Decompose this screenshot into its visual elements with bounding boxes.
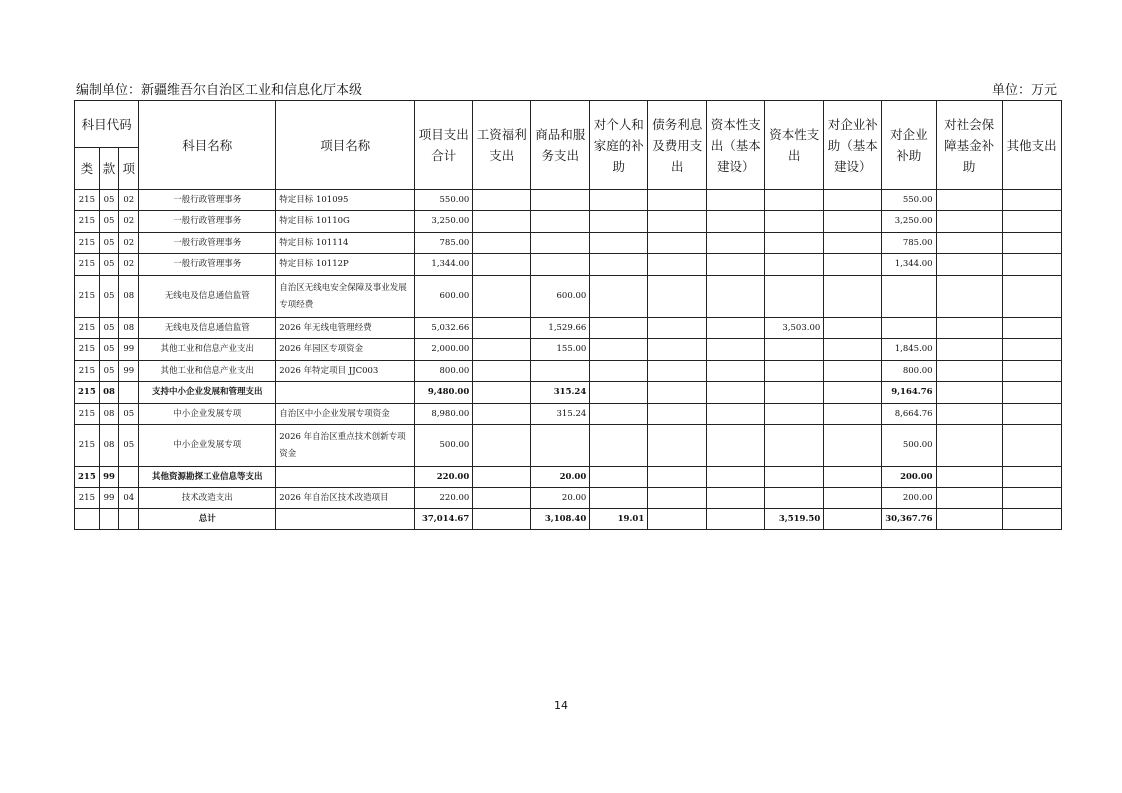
subject-cell: 中小企业发展专项 xyxy=(139,404,276,425)
other-cell xyxy=(1002,425,1061,467)
goods-cell xyxy=(531,425,590,467)
goods-cell: 1,529.66 xyxy=(531,318,590,339)
capital-cell xyxy=(765,467,824,488)
subject-cell: 其他工业和信息产业支出 xyxy=(139,339,276,361)
header-enterprise: 对企业补助 xyxy=(882,101,936,190)
header-debt: 债务利息及费用支出 xyxy=(648,101,707,190)
debt-cell xyxy=(648,382,707,404)
enterprise-cell: 200.00 xyxy=(882,488,936,509)
other-cell xyxy=(1002,467,1061,488)
debt-cell xyxy=(648,488,707,509)
compiling-unit: 编制单位：新疆维吾尔自治区工业和信息化厅本级 xyxy=(76,83,363,98)
goods-cell xyxy=(531,233,590,254)
xiang-cell xyxy=(119,467,139,488)
lei-cell: 215 xyxy=(75,361,100,382)
other-cell xyxy=(1002,318,1061,339)
xiang-cell: 05 xyxy=(119,425,139,467)
goods-cell: 3,108.40 xyxy=(531,509,590,530)
social-cell xyxy=(936,190,1002,211)
table-row xyxy=(75,190,1062,211)
other-cell xyxy=(1002,382,1061,404)
kuan-cell: 05 xyxy=(99,254,119,276)
lei-cell: 215 xyxy=(75,190,100,211)
enterprise-construction-cell xyxy=(824,382,882,404)
capital-cell xyxy=(765,404,824,425)
lei-cell: 215 xyxy=(75,254,100,276)
enterprise-construction-cell xyxy=(824,509,882,530)
capital-cell: 3,503.00 xyxy=(765,318,824,339)
total-cell: 220.00 xyxy=(415,488,473,509)
total-cell: 5,032.66 xyxy=(415,318,473,339)
wage-cell xyxy=(473,361,531,382)
enterprise-construction-cell xyxy=(824,488,882,509)
project-cell: 自治区无线电安全保障及事业发展专项经费 xyxy=(276,276,415,318)
lei-cell xyxy=(75,509,100,530)
project-expenditure-table xyxy=(74,100,1062,530)
subject-cell: 一般行政管理事务 xyxy=(139,190,276,211)
enterprise-construction-cell xyxy=(824,233,882,254)
capital-construction-cell xyxy=(707,404,765,425)
wage-cell xyxy=(473,382,531,404)
table-row xyxy=(75,488,1062,509)
other-cell xyxy=(1002,233,1061,254)
debt-cell xyxy=(648,509,707,530)
social-cell xyxy=(936,233,1002,254)
total-cell: 785.00 xyxy=(415,233,473,254)
total-cell: 800.00 xyxy=(415,361,473,382)
subject-cell: 一般行政管理事务 xyxy=(139,211,276,233)
table-row xyxy=(75,425,1062,467)
lei-cell: 215 xyxy=(75,488,100,509)
subject-cell: 一般行政管理事务 xyxy=(139,254,276,276)
enterprise-cell: 1,344.00 xyxy=(882,254,936,276)
xiang-cell xyxy=(119,382,139,404)
enterprise-cell: 800.00 xyxy=(882,361,936,382)
total-cell: 8,980.00 xyxy=(415,404,473,425)
subject-cell: 中小企业发展专项 xyxy=(139,425,276,467)
total-cell: 1,344.00 xyxy=(415,254,473,276)
debt-cell xyxy=(648,276,707,318)
table-row xyxy=(75,509,1062,530)
xiang-cell: 02 xyxy=(119,233,139,254)
enterprise-construction-cell xyxy=(824,425,882,467)
goods-cell xyxy=(531,190,590,211)
header-capital-construction: 资本性支出（基本建设） xyxy=(707,101,765,190)
enterprise-cell xyxy=(882,318,936,339)
enterprise-cell xyxy=(882,276,936,318)
other-cell xyxy=(1002,211,1061,233)
debt-cell xyxy=(648,425,707,467)
table-row xyxy=(75,382,1062,404)
project-cell: 特定目标 10112P xyxy=(276,254,415,276)
personal-cell xyxy=(590,211,648,233)
header-social: 对社会保障基金补助 xyxy=(936,101,1002,190)
personal-cell xyxy=(590,254,648,276)
kuan-cell: 05 xyxy=(99,361,119,382)
wage-cell xyxy=(473,318,531,339)
capital-construction-cell xyxy=(707,339,765,361)
social-cell xyxy=(936,488,1002,509)
lei-cell: 215 xyxy=(75,467,100,488)
personal-cell xyxy=(590,488,648,509)
header-kuan: 款 xyxy=(99,148,119,190)
subject-cell: 一般行政管理事务 xyxy=(139,233,276,254)
xiang-cell: 08 xyxy=(119,318,139,339)
capital-construction-cell xyxy=(707,318,765,339)
table-row xyxy=(75,404,1062,425)
capital-cell xyxy=(765,382,824,404)
social-cell xyxy=(936,382,1002,404)
social-cell xyxy=(936,467,1002,488)
goods-cell: 315.24 xyxy=(531,382,590,404)
subject-cell: 技术改造支出 xyxy=(139,488,276,509)
currency-unit: 单位：万元 xyxy=(992,83,1058,98)
subject-cell: 支持中小企业发展和管理支出 xyxy=(139,382,276,404)
kuan-cell xyxy=(99,509,119,530)
lei-cell: 215 xyxy=(75,211,100,233)
capital-cell xyxy=(765,276,824,318)
total-cell: 3,250.00 xyxy=(415,211,473,233)
subject-cell: 无线电及信息通信监管 xyxy=(139,276,276,318)
capital-cell xyxy=(765,211,824,233)
social-cell xyxy=(936,211,1002,233)
subject-cell: 其他工业和信息产业支出 xyxy=(139,361,276,382)
table-row xyxy=(75,361,1062,382)
table-row xyxy=(75,211,1062,233)
capital-construction-cell xyxy=(707,233,765,254)
total-cell: 550.00 xyxy=(415,190,473,211)
enterprise-construction-cell xyxy=(824,211,882,233)
xiang-cell: 02 xyxy=(119,190,139,211)
wage-cell xyxy=(473,467,531,488)
kuan-cell: 05 xyxy=(99,211,119,233)
personal-cell xyxy=(590,361,648,382)
table-row xyxy=(75,276,1062,318)
goods-cell: 155.00 xyxy=(531,339,590,361)
wage-cell xyxy=(473,404,531,425)
project-cell: 2026 年园区专项资金 xyxy=(276,339,415,361)
xiang-cell: 05 xyxy=(119,404,139,425)
debt-cell xyxy=(648,467,707,488)
xiang-cell: 08 xyxy=(119,276,139,318)
social-cell xyxy=(936,404,1002,425)
subject-cell: 其他资源勘探工业信息等支出 xyxy=(139,467,276,488)
debt-cell xyxy=(648,404,707,425)
capital-construction-cell xyxy=(707,361,765,382)
project-cell: 2026 年自治区技术改造项目 xyxy=(276,488,415,509)
kuan-cell: 05 xyxy=(99,339,119,361)
goods-cell: 315.24 xyxy=(531,404,590,425)
capital-cell xyxy=(765,233,824,254)
enterprise-construction-cell xyxy=(824,467,882,488)
header-personal: 对个人和家庭的补助 xyxy=(590,101,648,190)
table-body xyxy=(75,190,1062,530)
debt-cell xyxy=(648,339,707,361)
enterprise-cell: 8,664.76 xyxy=(882,404,936,425)
goods-cell xyxy=(531,361,590,382)
kuan-cell: 08 xyxy=(99,404,119,425)
enterprise-construction-cell xyxy=(824,276,882,318)
personal-cell xyxy=(590,190,648,211)
wage-cell xyxy=(473,509,531,530)
lei-cell: 215 xyxy=(75,382,100,404)
capital-construction-cell xyxy=(707,425,765,467)
capital-cell xyxy=(765,254,824,276)
capital-construction-cell xyxy=(707,276,765,318)
goods-cell: 20.00 xyxy=(531,488,590,509)
goods-cell: 20.00 xyxy=(531,467,590,488)
other-cell xyxy=(1002,404,1061,425)
capital-construction-cell xyxy=(707,211,765,233)
enterprise-cell: 9,164.76 xyxy=(882,382,936,404)
table-row xyxy=(75,339,1062,361)
lei-cell: 215 xyxy=(75,276,100,318)
header-total: 项目支出合计 xyxy=(415,101,473,190)
kuan-cell: 05 xyxy=(99,190,119,211)
wage-cell xyxy=(473,488,531,509)
wage-cell xyxy=(473,276,531,318)
table-row xyxy=(75,467,1062,488)
debt-cell xyxy=(648,233,707,254)
xiang-cell xyxy=(119,509,139,530)
personal-cell xyxy=(590,467,648,488)
personal-cell: 19.01 xyxy=(590,509,648,530)
wage-cell xyxy=(473,254,531,276)
lei-cell: 215 xyxy=(75,233,100,254)
kuan-cell: 99 xyxy=(99,467,119,488)
lei-cell: 215 xyxy=(75,404,100,425)
other-cell xyxy=(1002,488,1061,509)
enterprise-construction-cell xyxy=(824,339,882,361)
wage-cell xyxy=(473,339,531,361)
kuan-cell: 08 xyxy=(99,382,119,404)
project-cell xyxy=(276,467,415,488)
capital-construction-cell xyxy=(707,190,765,211)
capital-cell xyxy=(765,190,824,211)
debt-cell xyxy=(648,361,707,382)
debt-cell xyxy=(648,318,707,339)
wage-cell xyxy=(473,233,531,254)
other-cell xyxy=(1002,254,1061,276)
other-cell xyxy=(1002,190,1061,211)
social-cell xyxy=(936,276,1002,318)
project-cell: 自治区中小企业发展专项资金 xyxy=(276,404,415,425)
lei-cell: 215 xyxy=(75,318,100,339)
other-cell xyxy=(1002,361,1061,382)
kuan-cell: 08 xyxy=(99,425,119,467)
header-wage: 工资福利支出 xyxy=(473,101,531,190)
capital-construction-cell xyxy=(707,488,765,509)
social-cell xyxy=(936,318,1002,339)
enterprise-construction-cell xyxy=(824,254,882,276)
project-cell: 特定目标 101114 xyxy=(276,233,415,254)
project-cell: 2026 年特定项目 JJC003 xyxy=(276,361,415,382)
capital-cell xyxy=(765,339,824,361)
personal-cell xyxy=(590,318,648,339)
total-cell: 2,000.00 xyxy=(415,339,473,361)
personal-cell xyxy=(590,425,648,467)
capital-construction-cell xyxy=(707,382,765,404)
capital-construction-cell xyxy=(707,509,765,530)
total-cell: 500.00 xyxy=(415,425,473,467)
debt-cell xyxy=(648,254,707,276)
total-cell: 220.00 xyxy=(415,467,473,488)
other-cell xyxy=(1002,339,1061,361)
social-cell xyxy=(936,509,1002,530)
enterprise-construction-cell xyxy=(824,404,882,425)
kuan-cell: 99 xyxy=(99,488,119,509)
total-cell: 600.00 xyxy=(415,276,473,318)
wage-cell xyxy=(473,425,531,467)
xiang-cell: 02 xyxy=(119,211,139,233)
enterprise-cell: 1,845.00 xyxy=(882,339,936,361)
total-cell: 37,014.67 xyxy=(415,509,473,530)
table-row xyxy=(75,254,1062,276)
capital-cell xyxy=(765,361,824,382)
page-number: 14 xyxy=(554,699,568,712)
capital-construction-cell xyxy=(707,254,765,276)
enterprise-cell: 785.00 xyxy=(882,233,936,254)
kuan-cell: 05 xyxy=(99,233,119,254)
header-project: 项目名称 xyxy=(276,101,415,190)
xiang-cell: 02 xyxy=(119,254,139,276)
project-cell xyxy=(276,509,415,530)
social-cell xyxy=(936,254,1002,276)
kuan-cell: 05 xyxy=(99,276,119,318)
kuan-cell: 05 xyxy=(99,318,119,339)
social-cell xyxy=(936,339,1002,361)
enterprise-construction-cell xyxy=(824,190,882,211)
debt-cell xyxy=(648,190,707,211)
project-cell: 2026 年无线电管理经费 xyxy=(276,318,415,339)
capital-cell xyxy=(765,425,824,467)
lei-cell: 215 xyxy=(75,425,100,467)
enterprise-cell: 3,250.00 xyxy=(882,211,936,233)
social-cell xyxy=(936,425,1002,467)
header-xiang: 项 xyxy=(119,148,139,190)
xiang-cell: 99 xyxy=(119,339,139,361)
personal-cell xyxy=(590,339,648,361)
project-cell: 特定目标 101095 xyxy=(276,190,415,211)
xiang-cell: 99 xyxy=(119,361,139,382)
header-capital: 资本性支出 xyxy=(765,101,824,190)
goods-cell xyxy=(531,211,590,233)
debt-cell xyxy=(648,211,707,233)
enterprise-cell: 500.00 xyxy=(882,425,936,467)
total-cell: 9,480.00 xyxy=(415,382,473,404)
enterprise-cell: 200.00 xyxy=(882,467,936,488)
capital-construction-cell xyxy=(707,467,765,488)
wage-cell xyxy=(473,190,531,211)
enterprise-cell: 30,367.76 xyxy=(882,509,936,530)
other-cell xyxy=(1002,509,1061,530)
other-cell xyxy=(1002,276,1061,318)
table-row xyxy=(75,233,1062,254)
enterprise-construction-cell xyxy=(824,318,882,339)
project-cell xyxy=(276,382,415,404)
wage-cell xyxy=(473,211,531,233)
xiang-cell: 04 xyxy=(119,488,139,509)
enterprise-cell: 550.00 xyxy=(882,190,936,211)
personal-cell xyxy=(590,233,648,254)
table-row xyxy=(75,318,1062,339)
header-lei: 类 xyxy=(75,148,100,190)
personal-cell xyxy=(590,276,648,318)
project-cell: 特定目标 10110G xyxy=(276,211,415,233)
personal-cell xyxy=(590,404,648,425)
project-cell: 2026 年自治区重点技术创新专项资金 xyxy=(276,425,415,467)
capital-cell xyxy=(765,488,824,509)
header-code-group: 科目代码 xyxy=(75,101,139,148)
header-other: 其他支出 xyxy=(1002,101,1061,190)
social-cell xyxy=(936,361,1002,382)
goods-cell: 600.00 xyxy=(531,276,590,318)
personal-cell xyxy=(590,382,648,404)
header-enterprise-construction: 对企业补助（基本建设） xyxy=(824,101,882,190)
subject-cell: 总计 xyxy=(139,509,276,530)
header-goods: 商品和服务支出 xyxy=(531,101,590,190)
lei-cell: 215 xyxy=(75,339,100,361)
subject-cell: 无线电及信息通信监管 xyxy=(139,318,276,339)
capital-cell: 3,519.50 xyxy=(765,509,824,530)
enterprise-construction-cell xyxy=(824,361,882,382)
header-subject: 科目名称 xyxy=(139,101,276,190)
goods-cell xyxy=(531,254,590,276)
